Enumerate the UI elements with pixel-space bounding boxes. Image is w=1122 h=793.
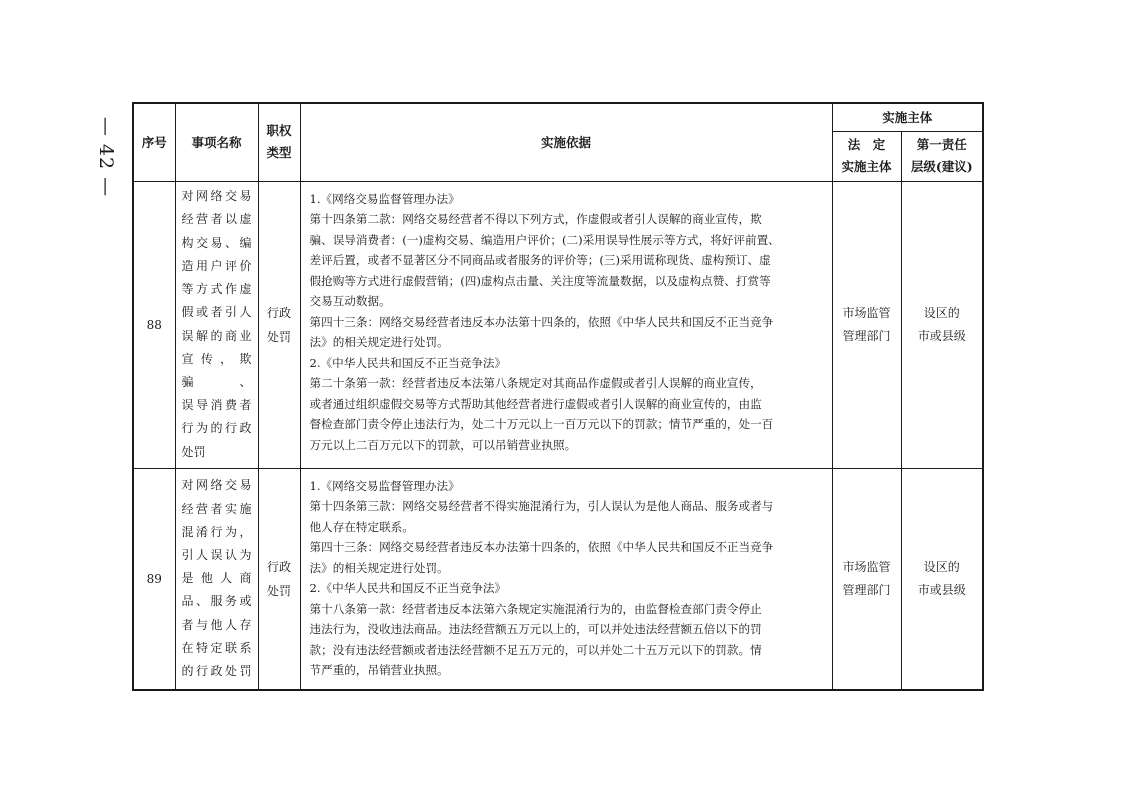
- cell-basis: [300, 468, 832, 690]
- first-level-line: 设区的: [923, 559, 960, 574]
- basis-line: 违法行为，没收违法商品。违法经营额五万元以上的，可以并处违法经营额五倍以下的罚: [309, 622, 762, 636]
- name-line: 是他人商: [181, 571, 252, 586]
- legal-subject-line: 管理部门: [842, 328, 891, 343]
- cell-first-level: [901, 181, 983, 468]
- basis-line: 督检查部门责令停止违法行为，处二十万元以上一百万元以下的罚款；情节严重的，处一百: [309, 417, 774, 431]
- cell-basis: [300, 181, 832, 468]
- first-level-line: 市或县级: [917, 582, 966, 597]
- cell-legal-subject: [832, 181, 901, 468]
- name-line: 构交易、编: [181, 235, 252, 250]
- name-line: 假或者引人: [181, 305, 252, 320]
- cell-type: [258, 181, 300, 468]
- name-line: 等方式作虚: [181, 282, 252, 297]
- name-line: 处罚: [181, 444, 206, 459]
- cell-type: [258, 468, 300, 690]
- page-number-text: — 42 —: [95, 116, 118, 198]
- basis-line: 假抢购等方式进行虚假营销；(四)虚构点击量、关注度等流量数据，以及虚构点赞、打赏等: [309, 273, 771, 288]
- basis-line: 第十四条第三款：网络交易经营者不得实施混淆行为，引人误认为是他人商品、服务或者与: [309, 499, 774, 513]
- name-line: 的行政处罚: [181, 663, 252, 678]
- name-line: 经营者实施: [181, 501, 252, 516]
- header-name: 事项名称: [175, 103, 258, 181]
- header-row-1: [133, 103, 983, 131]
- basis-line: 第四十三条：网络交易经营者违反本办法第十四条的，依照《中华人民共和国反不正当竞争: [309, 540, 774, 554]
- name-line: 经营者以虚: [181, 212, 252, 227]
- basis-line: 第四十三条：网络交易经营者违反本办法第十四条的，依照《中华人民共和国反不正当竞争: [309, 314, 774, 329]
- basis-line: 第十四条第二款：网络交易经营者不得以下列方式，作虚假或者引人误解的商业宣传，欺: [309, 212, 762, 226]
- table-row: [133, 468, 983, 690]
- header-first-level-line: 第一责任: [916, 137, 967, 152]
- name-line: 对网络交易: [181, 189, 252, 204]
- basis-line: 法》的相关规定进行处罚。: [309, 560, 449, 575]
- type-line: 处罚: [266, 329, 291, 344]
- cell-first-level: [901, 468, 983, 690]
- basis-line: 2.《中华人民共和国反不正当竞争法》: [309, 581, 507, 595]
- name-line: 造用户评价: [181, 258, 252, 273]
- basis-line: 节严重的，吊销营业执照。: [309, 663, 449, 677]
- cell-name: [175, 468, 258, 690]
- name-line: 误导消费者: [181, 398, 252, 413]
- basis-line: 款；没有违法经营额或者违法经营额不足五万元的，可以并处二十五万元以下的罚款。情: [309, 642, 762, 657]
- header-type-line: 职权: [266, 123, 292, 139]
- basis-line: 骗、误导消费者：(一)虚构交易、编造用户评价；(二)采用误导性展示等方式，将好评前置、: [309, 232, 780, 247]
- table-row: [133, 181, 983, 468]
- header-type-line: 类型: [266, 145, 292, 161]
- type-line: 行政: [266, 305, 291, 320]
- legal-subject-line: 管理部门: [842, 582, 891, 597]
- header-seq: 序号: [133, 103, 175, 181]
- basis-line: 1.《网络交易监督管理办法》: [309, 191, 460, 206]
- legal-subject-line: 市场监管: [842, 305, 891, 320]
- basis-line: 差评后置，或者不显著区分不同商品或者服务的评价等；(三)采用谎称现货、虚构预订、虚: [309, 253, 771, 267]
- name-line: 在特定联系: [181, 640, 252, 655]
- header-subject: 实施主体: [832, 103, 983, 131]
- name-line: 引人误认为: [181, 547, 252, 562]
- cell-legal-subject: [832, 468, 901, 690]
- legal-subject-line: 市场监管: [842, 559, 891, 574]
- header-type: [258, 103, 300, 181]
- header-legal-subject-line: 实施主体: [841, 159, 892, 174]
- header-first-level-line: 层级(建议): [910, 159, 973, 174]
- first-level-line: 设区的: [923, 305, 960, 320]
- basis-line: 交易互动数据。: [309, 294, 391, 308]
- cell-name: [175, 181, 258, 468]
- header-basis: 实施依据: [300, 103, 832, 181]
- name-line: 对网络交易: [181, 478, 252, 493]
- name-line: 混淆行为，: [181, 524, 252, 539]
- basis-line: 法》的相关规定进行处罚。: [309, 335, 449, 349]
- basis-line: 第二十条第一款：经营者违反本法第八条规定对其商品作虚假或者引人误解的商业宣传，: [309, 376, 762, 390]
- name-line: 者与他人存: [181, 617, 252, 632]
- page-number: [86, 112, 126, 202]
- basis-line: 第十八条第一款：经营者违反本法第六条规定实施混淆行为的，由监督检查部门责令停止: [309, 601, 762, 616]
- basis-line: 或者通过组织虚假交易等方式帮助其他经营者进行虚假或者引人误解的商业宣传的，由监: [309, 396, 762, 411]
- name-line: 行为的行政: [181, 421, 252, 436]
- type-line: 处罚: [266, 583, 291, 598]
- header-legal-subject-line: 法 定: [847, 137, 886, 152]
- name-line: 误解的商业: [181, 328, 252, 343]
- enforcement-items-table: [132, 102, 984, 691]
- first-level-line: 市或县级: [917, 328, 966, 343]
- type-line: 行政: [266, 559, 291, 574]
- name-line: 宣传，欺骗、: [181, 351, 252, 389]
- cell-seq: 88: [133, 181, 175, 468]
- basis-line: 1.《网络交易监督管理办法》: [309, 478, 460, 493]
- basis-line: 2.《中华人民共和国反不正当竞争法》: [309, 355, 507, 370]
- header-first-level: [901, 131, 983, 181]
- basis-line: 他人存在特定联系。: [309, 519, 414, 534]
- cell-seq: 89: [133, 468, 175, 690]
- header-legal-subject: [832, 131, 901, 181]
- basis-line: 万元以上二百万元以下的罚款，可以吊销营业执照。: [309, 437, 577, 452]
- name-line: 品、服务或: [181, 594, 252, 609]
